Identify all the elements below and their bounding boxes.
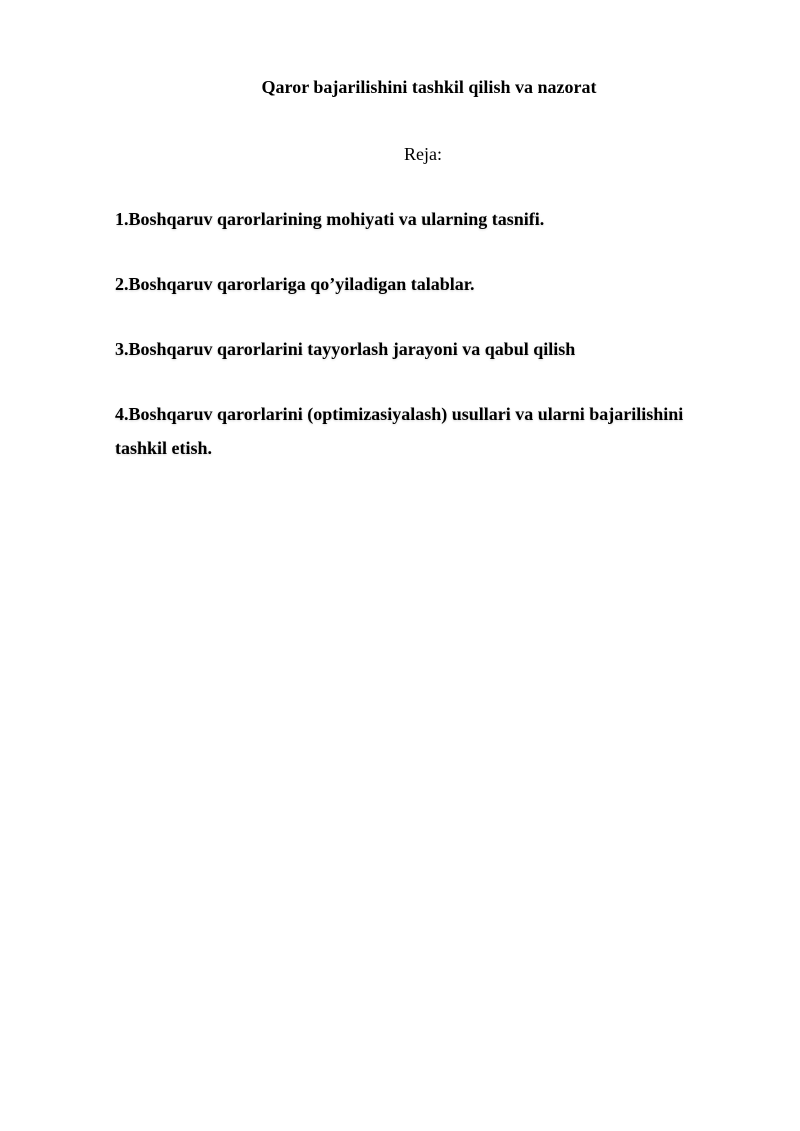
plan-item: 1.Boshqaruv qarorlarining mohiyati va ularning tasnifi. (115, 209, 545, 229)
plan-item: 3.Boshqaruv qarorlarini tayyorlash jarayoni va qabul qilish (115, 339, 576, 359)
plan-item: 4.Boshqaruv qarorlarini (optimizasiyalash) usullari va ularni bajarilishini tashkil etish. (115, 404, 684, 458)
page-title: Qaror bajarilishini tashkil qilish va nazorat (261, 77, 597, 97)
plan-heading: Reja: (404, 144, 442, 164)
plan-item: 2.Boshqaruv qarorlariga qo’yiladigan talablar. (115, 274, 475, 294)
